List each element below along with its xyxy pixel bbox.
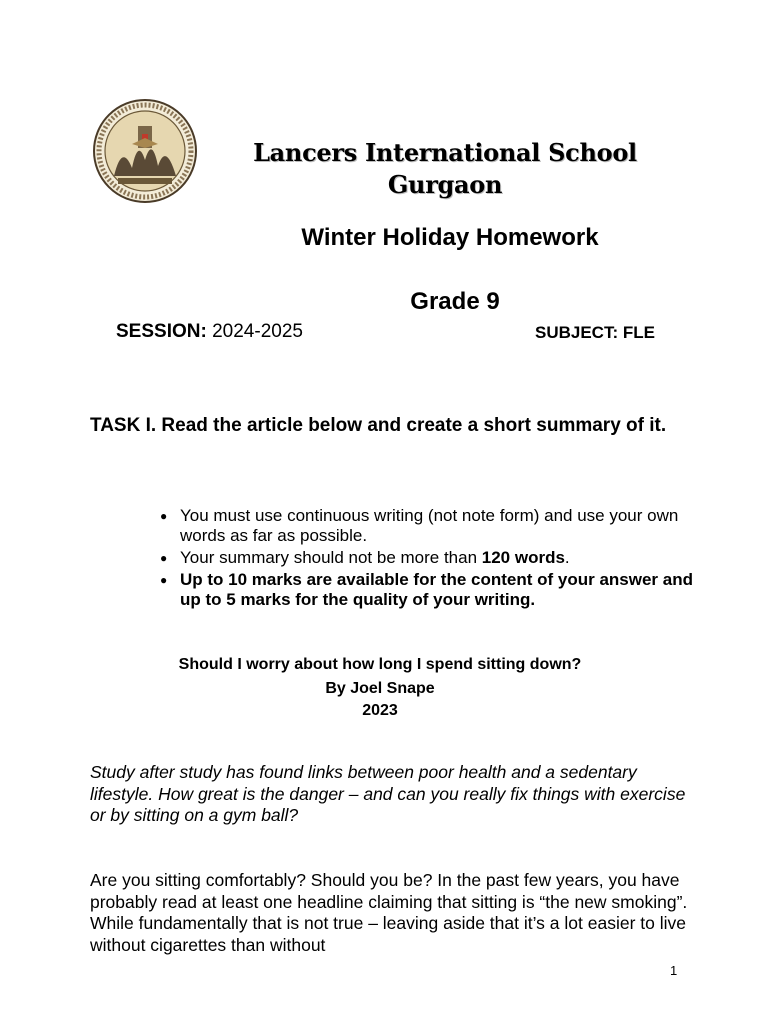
- article-paragraph: Are you sitting comfortably? Should you be? In the past few years, you have probably read at least one headline claiming that sitting is “the new smoking”. While fundamentally that is not true – leaving aside that it’s a lot easier to live without cigarettes than without: [90, 870, 688, 955]
- school-location: Gurgaon: [387, 170, 503, 199]
- subject-label: SUBJECT: FLE: [535, 323, 655, 342]
- homework-title: Winter Holiday Homework: [301, 224, 599, 251]
- list-item: [160, 570, 700, 610]
- session-label: SESSION:: [116, 321, 207, 342]
- list-item: [160, 506, 700, 546]
- article-byline: By Joel Snape: [325, 680, 435, 697]
- page-number: 1: [670, 963, 678, 978]
- session-line: [116, 321, 303, 343]
- instruction-text: .: [564, 548, 570, 567]
- word-limit: 120 words: [481, 548, 565, 567]
- grade-title: Grade 9: [410, 288, 500, 315]
- list-item: [160, 548, 700, 568]
- instructions-list: [160, 506, 700, 612]
- school-logo: [92, 98, 198, 204]
- instruction-text: Your summary should not be more than: [180, 548, 482, 567]
- article-year: 2023: [362, 702, 398, 719]
- instruction-text: Up to 10 marks are available for the content of your answer and up to 5 marks for the quality of your writing.: [180, 570, 693, 609]
- task-heading: TASK I. Read the article below and create a short summary of it.: [90, 415, 667, 436]
- article-title: Should I worry about how long I spend sitting down?: [178, 656, 582, 673]
- session-value: 2024-2025: [212, 321, 303, 342]
- school-name: Lancers International School: [253, 138, 637, 167]
- instruction-text: You must use continuous writing (not note form) and use your own words as far as possible.: [180, 506, 679, 545]
- article-intro: Study after study has found links between poor health and a sedentary lifestyle. How great is the danger – and can you really fix things with exercise or by sitting on a gym ball?: [90, 762, 686, 825]
